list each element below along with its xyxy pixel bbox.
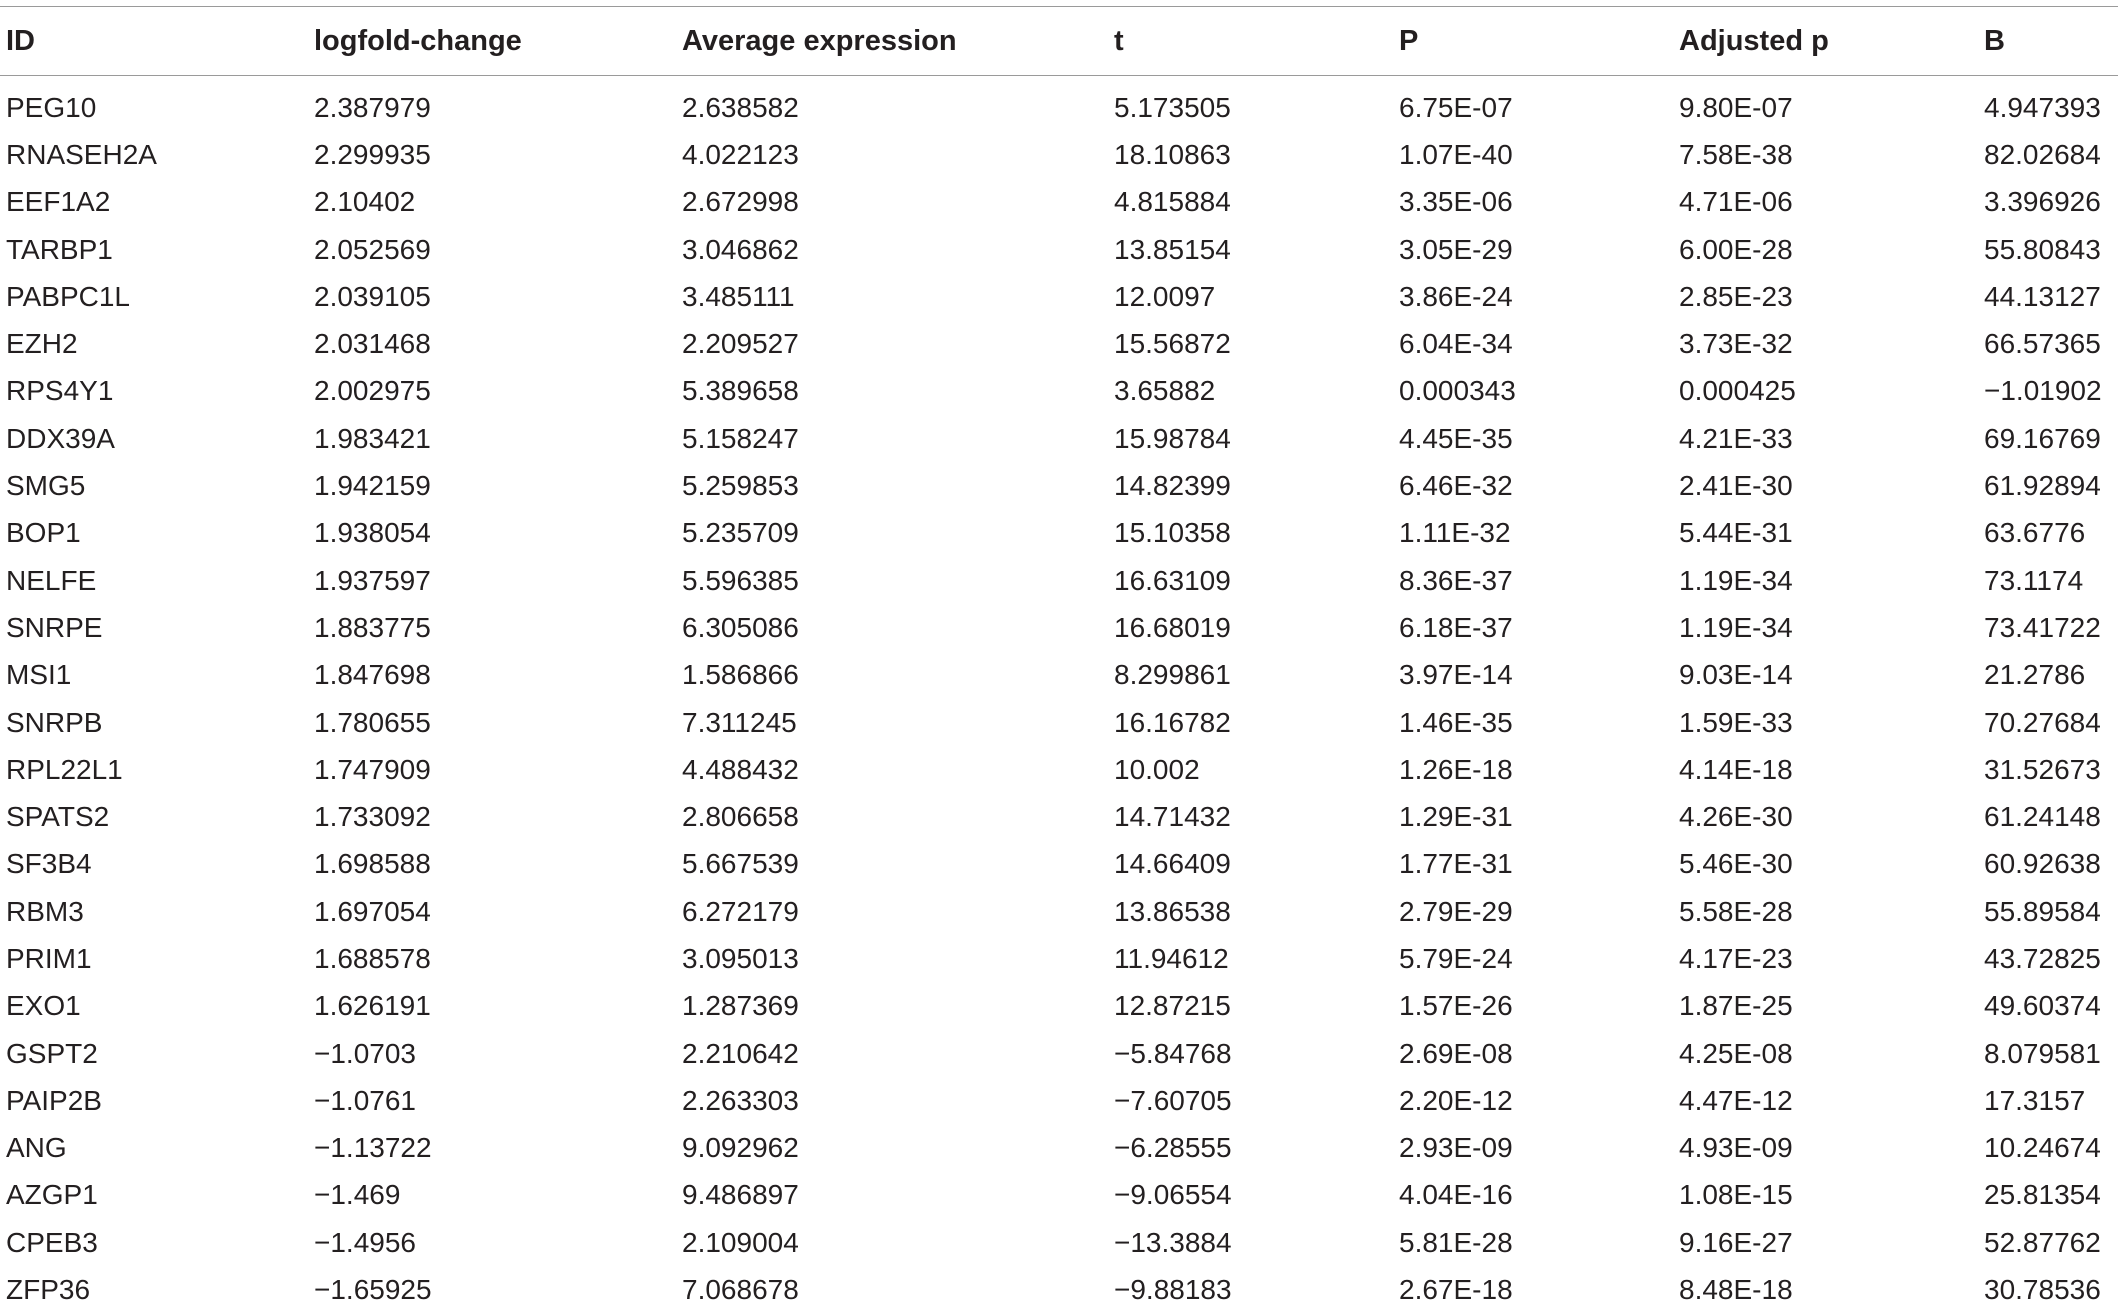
table-cell: 11.94612: [1114, 942, 1229, 974]
table-cell: 1.847698: [314, 659, 431, 691]
table-cell: 3.485111: [682, 280, 795, 312]
table-cell: 2.41E-30: [1679, 470, 1793, 502]
table-cell: 1.938054: [314, 517, 431, 549]
table-cell: RPS4Y1: [6, 375, 114, 407]
table-cell: EZH2: [6, 328, 78, 360]
table-cell: 16.63109: [1114, 564, 1231, 596]
table-cell: 52.87762: [1984, 1226, 2101, 1258]
table-cell: BOP1: [6, 517, 81, 549]
table-cell: −1.01902: [1984, 375, 2102, 407]
table-cell: 4.04E-16: [1399, 1179, 1513, 1211]
table-cell: 2.638582: [682, 91, 799, 123]
table-cell: 3.73E-32: [1679, 328, 1793, 360]
table-cell: 1.77E-31: [1399, 848, 1513, 880]
table-cell: 0.000343: [1399, 375, 1516, 407]
table-cell: 1.287369: [682, 990, 799, 1022]
table-cell: 12.87215: [1114, 990, 1231, 1022]
table-cell: 1.883775: [314, 611, 431, 643]
table-cell: −1.0703: [314, 1037, 416, 1069]
table-cell: 1.586866: [682, 659, 799, 691]
table-cell: PABPC1L: [6, 280, 130, 312]
table-cell: 69.16769: [1984, 422, 2101, 454]
table-cell: 6.46E-32: [1399, 470, 1513, 502]
table-cell: 1.46E-35: [1399, 706, 1513, 738]
table-cell: 9.03E-14: [1679, 659, 1793, 691]
table-cell: 1.698588: [314, 848, 431, 880]
gene-expression-table: [0, 6, 2118, 1314]
table-cell: 4.71E-06: [1679, 186, 1793, 218]
table-cell: 2.209527: [682, 328, 799, 360]
table-cell: 3.046862: [682, 233, 799, 265]
table-row: [0, 1077, 2118, 1124]
table-cell: 3.86E-24: [1399, 280, 1513, 312]
table-cell: −1.469: [314, 1179, 401, 1211]
table-cell: 2.20E-12: [1399, 1084, 1513, 1116]
table-cell: 2.69E-08: [1399, 1037, 1513, 1069]
table-row: [0, 557, 2118, 604]
table-cell: 9.80E-07: [1679, 91, 1793, 123]
table-cell: 1.733092: [314, 801, 431, 833]
table-cell: RBM3: [6, 895, 84, 927]
table-row: [0, 841, 2118, 888]
table-cell: 1.983421: [314, 422, 431, 454]
table-cell: 8.299861: [1114, 659, 1231, 691]
table-cell: RPL22L1: [6, 753, 123, 785]
table-cell: 4.47E-12: [1679, 1084, 1793, 1116]
table-cell: 5.81E-28: [1399, 1226, 1513, 1258]
table-cell: 13.86538: [1114, 895, 1231, 927]
table-cell: −1.65925: [314, 1274, 432, 1306]
table-cell: PAIP2B: [6, 1084, 102, 1116]
table-cell: CPEB3: [6, 1226, 98, 1258]
table-cell: 21.2786: [1984, 659, 2086, 691]
table-cell: SF3B4: [6, 848, 92, 880]
table-cell: RNASEH2A: [6, 138, 157, 170]
table-cell: 8.48E-18: [1679, 1274, 1793, 1306]
table-cell: 3.65882: [1114, 375, 1216, 407]
table-cell: NELFE: [6, 564, 97, 596]
table-cell: 1.07E-40: [1399, 138, 1513, 170]
table-cell: AZGP1: [6, 1179, 98, 1211]
table-cell: 8.36E-37: [1399, 564, 1513, 596]
table-cell: EEF1A2: [6, 186, 111, 218]
table-cell: 3.35E-06: [1399, 186, 1513, 218]
table-cell: 1.626191: [314, 990, 431, 1022]
table-cell: DDX39A: [6, 422, 115, 454]
table-cell: 63.6776: [1984, 517, 2086, 549]
table-cell: 1.747909: [314, 753, 431, 785]
table-cell: 4.14E-18: [1679, 753, 1793, 785]
table-cell: 55.89584: [1984, 895, 2101, 927]
table-cell: 5.44E-31: [1679, 517, 1793, 549]
table-cell: ANG: [6, 1132, 67, 1164]
column-header: B: [1984, 24, 2005, 57]
table-row: [0, 604, 2118, 651]
table-row: [0, 368, 2118, 415]
table-cell: 6.04E-34: [1399, 328, 1513, 360]
table-cell: 2.93E-09: [1399, 1132, 1513, 1164]
column-header: Adjusted p: [1679, 24, 1829, 57]
gene-expression-table-container: [0, 6, 2118, 1314]
table-cell: TARBP1: [6, 233, 113, 265]
table-row: [0, 510, 2118, 557]
table-row: [0, 793, 2118, 840]
table-cell: SNRPE: [6, 611, 103, 643]
table-cell: 2.387979: [314, 91, 431, 123]
table-cell: 14.66409: [1114, 848, 1231, 880]
table-cell: −1.13722: [314, 1132, 432, 1164]
table-cell: MSI1: [6, 659, 72, 691]
table-cell: 1.19E-34: [1679, 611, 1793, 643]
table-cell: 9.16E-27: [1679, 1226, 1793, 1258]
table-row: [0, 1125, 2118, 1172]
table-cell: 1.59E-33: [1679, 706, 1793, 738]
table-cell: −1.4956: [314, 1226, 416, 1258]
header-row: [0, 7, 2118, 76]
table-cell: 3.05E-29: [1399, 233, 1513, 265]
table-cell: 5.79E-24: [1399, 942, 1513, 974]
table-cell: 14.71432: [1114, 801, 1231, 833]
table-cell: 5.46E-30: [1679, 848, 1793, 880]
table-cell: 4.93E-09: [1679, 1132, 1793, 1164]
table-row: [0, 1219, 2118, 1266]
table-cell: 9.486897: [682, 1179, 799, 1211]
table-cell: 3.97E-14: [1399, 659, 1513, 691]
table-cell: SMG5: [6, 470, 86, 502]
table-cell: 7.311245: [682, 706, 797, 738]
table-row: [0, 746, 2118, 793]
table-cell: −13.3884: [1114, 1226, 1232, 1258]
table-cell: 0.000425: [1679, 375, 1796, 407]
table-cell: 18.10863: [1114, 138, 1231, 170]
table-cell: 1.26E-18: [1399, 753, 1513, 785]
column-header: t: [1114, 24, 1124, 57]
table-cell: 70.27684: [1984, 706, 2101, 738]
table-cell: 12.0097: [1114, 280, 1216, 312]
table-cell: 30.78536: [1984, 1274, 2101, 1306]
table-cell: 14.82399: [1114, 470, 1231, 502]
table-row: [0, 983, 2118, 1030]
table-cell: 44.13127: [1984, 280, 2101, 312]
table-cell: PEG10: [6, 91, 97, 123]
table-cell: 1.942159: [314, 470, 431, 502]
table-row: [0, 320, 2118, 367]
table-cell: 1.87E-25: [1679, 990, 1793, 1022]
table-cell: EXO1: [6, 990, 81, 1022]
table-cell: 2.210642: [682, 1037, 799, 1069]
table-cell: 66.57365: [1984, 328, 2101, 360]
table-cell: 2.67E-18: [1399, 1274, 1513, 1306]
column-header: logfold-change: [314, 24, 522, 57]
table-cell: 15.56872: [1114, 328, 1231, 360]
table-cell: 2.039105: [314, 280, 431, 312]
table-cell: 2.052569: [314, 233, 431, 265]
table-cell: 10.24674: [1984, 1132, 2101, 1164]
table-header: [0, 7, 2118, 76]
table-cell: 1.19E-34: [1679, 564, 1793, 596]
table-cell: 5.259853: [682, 470, 799, 502]
table-cell: 2.109004: [682, 1226, 799, 1258]
table-row: [0, 415, 2118, 462]
table-row: [0, 652, 2118, 699]
table-cell: 61.92894: [1984, 470, 2101, 502]
table-cell: −5.84768: [1114, 1037, 1232, 1069]
table-cell: 1.697054: [314, 895, 431, 927]
table-cell: 2.263303: [682, 1084, 799, 1116]
table-row: [0, 888, 2118, 935]
table-cell: 25.81354: [1984, 1179, 2101, 1211]
table-row: [0, 273, 2118, 320]
table-cell: GSPT2: [6, 1037, 98, 1069]
table-row: [0, 179, 2118, 226]
table-cell: 6.00E-28: [1679, 233, 1793, 265]
table-cell: 2.79E-29: [1399, 895, 1513, 927]
table-cell: 17.3157: [1984, 1084, 2086, 1116]
table-cell: −9.06554: [1114, 1179, 1232, 1211]
table-cell: SPATS2: [6, 801, 110, 833]
table-cell: 55.80843: [1984, 233, 2101, 265]
table-cell: 7.58E-38: [1679, 138, 1793, 170]
table-row: [0, 226, 2118, 273]
table-cell: 2.672998: [682, 186, 799, 218]
table-cell: 2.806658: [682, 801, 799, 833]
table-cell: 1.937597: [314, 564, 431, 596]
column-header: Average expression: [682, 24, 957, 57]
table-cell: 2.299935: [314, 138, 431, 170]
table-cell: 9.092962: [682, 1132, 799, 1164]
table-cell: 6.18E-37: [1399, 611, 1513, 643]
table-cell: 16.16782: [1114, 706, 1231, 738]
table-cell: 31.52673: [1984, 753, 2101, 785]
table-cell: 4.815884: [1114, 186, 1231, 218]
table-cell: 13.85154: [1114, 233, 1231, 265]
table-cell: 2.85E-23: [1679, 280, 1793, 312]
table-row: [0, 76, 2118, 132]
table-row: [0, 1172, 2118, 1219]
table-row: [0, 1266, 2118, 1313]
table-cell: 2.031468: [314, 328, 431, 360]
table-cell: 7.068678: [682, 1274, 799, 1306]
column-header: P: [1399, 24, 1419, 57]
table-row: [0, 462, 2118, 509]
table-cell: −7.60705: [1114, 1084, 1232, 1116]
table-cell: SNRPB: [6, 706, 103, 738]
table-cell: 4.45E-35: [1399, 422, 1513, 454]
table-cell: −6.28555: [1114, 1132, 1232, 1164]
table-cell: 5.58E-28: [1679, 895, 1793, 927]
table-cell: 4.947393: [1984, 91, 2101, 123]
table-cell: 1.57E-26: [1399, 990, 1513, 1022]
table-cell: 1.29E-31: [1399, 801, 1513, 833]
table-cell: 15.10358: [1114, 517, 1231, 549]
table-cell: 82.02684: [1984, 138, 2101, 170]
table-cell: 6.272179: [682, 895, 799, 927]
table-cell: 3.095013: [682, 942, 799, 974]
table-cell: 6.75E-07: [1399, 91, 1513, 123]
table-cell: 73.41722: [1984, 611, 2101, 643]
table-cell: 8.079581: [1984, 1037, 2101, 1069]
table-cell: 49.60374: [1984, 990, 2101, 1022]
table-cell: 5.173505: [1114, 91, 1231, 123]
table-cell: 4.022123: [682, 138, 799, 170]
table-cell: 4.488432: [682, 753, 799, 785]
table-cell: 3.396926: [1984, 186, 2101, 218]
table-cell: 2.002975: [314, 375, 431, 407]
table-cell: 15.98784: [1114, 422, 1231, 454]
table-row: [0, 699, 2118, 746]
table-cell: 60.92638: [1984, 848, 2101, 880]
table-cell: 6.305086: [682, 611, 799, 643]
table-cell: ZFP36: [6, 1274, 91, 1306]
table-body: [0, 76, 2118, 1314]
table-cell: 1.08E-15: [1679, 1179, 1793, 1211]
table-cell: 4.25E-08: [1679, 1037, 1793, 1069]
table-cell: 5.596385: [682, 564, 799, 596]
table-row: [0, 131, 2118, 178]
table-cell: −9.88183: [1114, 1274, 1232, 1306]
table-row: [0, 1030, 2118, 1077]
table-cell: 4.26E-30: [1679, 801, 1793, 833]
table-cell: 10.002: [1114, 753, 1200, 785]
table-cell: 5.158247: [682, 422, 799, 454]
table-cell: 1.11E-32: [1399, 517, 1511, 549]
table-cell: 5.667539: [682, 848, 799, 880]
table-cell: 2.10402: [314, 186, 416, 218]
table-cell: 73.1174: [1984, 564, 2084, 596]
table-cell: 4.21E-33: [1679, 422, 1793, 454]
table-cell: 5.389658: [682, 375, 799, 407]
table-cell: 5.235709: [682, 517, 799, 549]
table-cell: 43.72825: [1984, 942, 2101, 974]
table-cell: 16.68019: [1114, 611, 1231, 643]
table-row: [0, 935, 2118, 982]
table-cell: PRIM1: [6, 942, 92, 974]
table-cell: 61.24148: [1984, 801, 2101, 833]
table-cell: 1.688578: [314, 942, 431, 974]
column-header: ID: [6, 24, 35, 57]
table-cell: 1.780655: [314, 706, 431, 738]
table-cell: −1.0761: [314, 1084, 416, 1116]
table-cell: 4.17E-23: [1679, 942, 1793, 974]
